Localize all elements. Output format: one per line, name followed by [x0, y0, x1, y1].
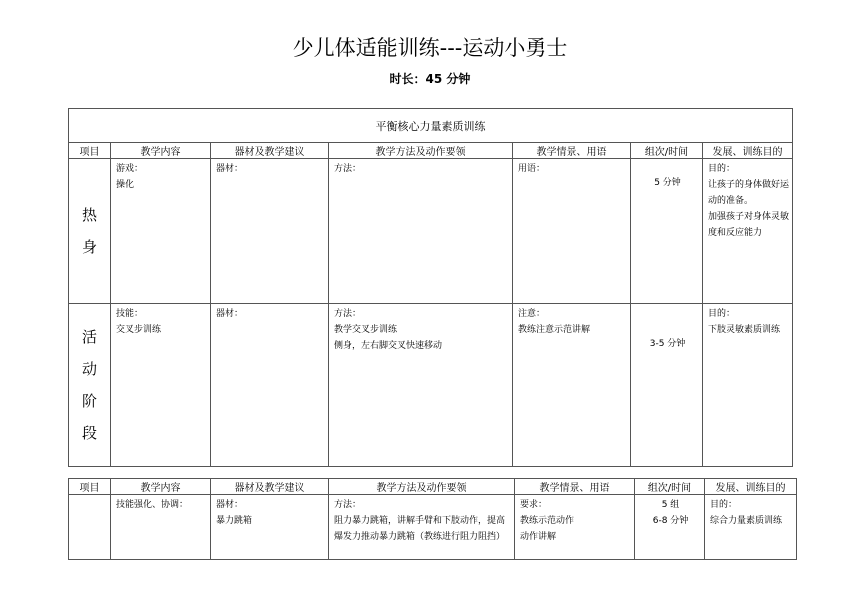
header-content: 教学内容 [111, 479, 211, 495]
activity-purpose [703, 304, 793, 467]
skill-content [111, 495, 211, 560]
time-value: 6-8 分钟 [652, 516, 689, 526]
warmup-method [329, 159, 513, 304]
content-line: 游戏： [116, 164, 144, 174]
page-title: 少儿体适能训练---运动小勇士 [292, 36, 568, 60]
scenario-line: 教练注意示范讲解 [518, 325, 591, 335]
purpose-line: 目的： [708, 309, 736, 319]
warmup-time [631, 159, 703, 304]
purpose-line: 目的： [708, 164, 736, 174]
activity-row [69, 304, 793, 467]
duration-label: 时长：45 分钟 [389, 72, 471, 86]
method-line: 阻力暴力跳箱，讲解手臂和下肢动作，提高爆发力推动暴力跳箱（教练进行阻力阻挡） [334, 516, 506, 542]
header-method: 教学方法及动作要领 [329, 479, 515, 495]
header-time: 组次/时间 [635, 479, 705, 495]
method-line: 方法： [334, 500, 362, 510]
equipment-line: 暴力跳箱 [216, 516, 253, 526]
scenario-line: 要求： [520, 500, 548, 510]
phase-char: 动 [81, 360, 97, 378]
scenario-line: 注意： [518, 309, 546, 319]
time-value: 5 组 [661, 500, 680, 510]
header-scenario: 教学情景、用语 [513, 143, 631, 159]
activity-content [111, 304, 211, 467]
header-item: 项目 [69, 143, 111, 159]
header-item: 项目 [69, 479, 111, 495]
equipment-line: 器材： [216, 500, 244, 510]
content-line: 技能强化、协调： [116, 500, 189, 510]
table-header-row [69, 143, 793, 159]
purpose-line: 加强孩子对身体灵敏度和反应能力 [708, 212, 790, 238]
phase-activity [69, 304, 111, 467]
phase-char: 热 [81, 206, 97, 224]
warmup-content [111, 159, 211, 304]
training-table-2 [68, 478, 797, 560]
phase-warmup [69, 159, 111, 304]
header-method: 教学方法及动作要领 [329, 143, 513, 159]
scenario-line: 教练示范动作 [520, 516, 575, 526]
activity-scenario [513, 304, 631, 467]
warmup-scenario [513, 159, 631, 304]
content-line: 技能： [116, 309, 144, 319]
activity-equipment [211, 304, 329, 467]
activity-time [631, 304, 703, 467]
time-value: 3-5 分钟 [649, 339, 686, 349]
content-line: 操化 [116, 180, 135, 190]
equipment-line: 器材： [216, 309, 244, 319]
section-title: 平衡核心力量素质训练 [69, 109, 793, 143]
time-value: 5 分钟 [654, 178, 681, 188]
header-scenario: 教学情景、用语 [515, 479, 635, 495]
method-line: 侧身，左右脚交叉快速移动 [334, 341, 443, 351]
equipment-line: 器材： [216, 164, 244, 174]
skill-purpose [705, 495, 797, 560]
header-purpose: 发展、训练目的 [703, 143, 793, 159]
header-equipment: 器材及教学建议 [211, 479, 329, 495]
phase-char: 活 [81, 328, 97, 346]
training-table-1 [68, 108, 793, 467]
phase-char: 身 [81, 238, 97, 256]
skill-equipment [211, 495, 329, 560]
activity-method [329, 304, 513, 467]
warmup-row [69, 159, 793, 304]
phase-empty [69, 495, 111, 560]
purpose-line: 目的： [710, 500, 738, 510]
phase-char: 段 [81, 424, 97, 442]
header-equipment: 器材及教学建议 [211, 143, 329, 159]
phase-char: 阶 [81, 392, 97, 410]
header-purpose: 发展、训练目的 [705, 479, 797, 495]
content-line: 交叉步训练 [116, 325, 162, 335]
header-time: 组次/时间 [631, 143, 703, 159]
scenario-line: 动作讲解 [520, 532, 557, 542]
purpose-line: 下肢灵敏素质训练 [708, 325, 781, 335]
scenario-line: 用语： [518, 164, 546, 174]
purpose-line: 让孩子的身体做好运动的准备。 [708, 180, 790, 206]
skill-scenario [515, 495, 635, 560]
skill-row [69, 495, 797, 560]
table-header-row [69, 479, 797, 495]
method-line: 教学交叉步训练 [334, 325, 398, 335]
header-content: 教学内容 [111, 143, 211, 159]
skill-time [635, 495, 705, 560]
method-line: 方法： [334, 164, 362, 174]
purpose-line: 综合力量素质训练 [710, 516, 783, 526]
skill-method [329, 495, 515, 560]
warmup-equipment [211, 159, 329, 304]
method-line: 方法： [334, 309, 362, 319]
warmup-purpose [703, 159, 793, 304]
